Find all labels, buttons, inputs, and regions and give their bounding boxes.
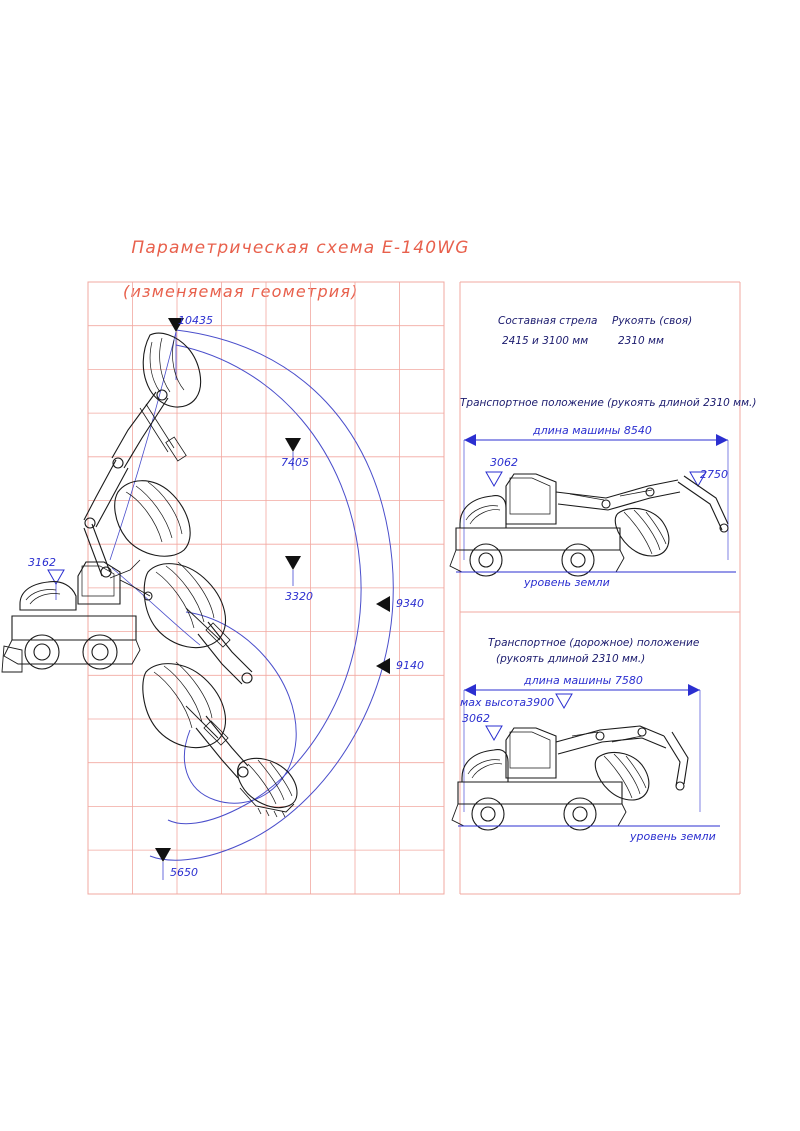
spec-boom-value: 2415 и 3100 мм: [502, 335, 589, 347]
road-height-front: 3062: [462, 712, 490, 725]
label-3162: 3162: [28, 556, 56, 569]
label-9340: 9340: [396, 597, 424, 610]
spec-block: [498, 315, 692, 347]
spec-arm-value: 2310 мм: [618, 335, 664, 347]
dimension-markers: [48, 318, 390, 880]
label-7405: 7405: [281, 456, 309, 469]
road-ground-label: уровень земли: [630, 830, 716, 843]
dimension-labels: [28, 314, 424, 879]
excavator-pose-lower: [143, 662, 297, 817]
page-title-line2: (изменяемая геометрия): [123, 282, 359, 301]
transport-ground-label: уровень земли: [524, 576, 610, 589]
working-envelope: [110, 330, 393, 860]
label-9140: 9140: [396, 659, 424, 672]
transport-height-rear: 2750: [700, 468, 728, 481]
road-title-line1: Транспортное (дорожное) положение: [488, 637, 700, 649]
height-marker-front-road: [486, 726, 502, 740]
label-3320: 3320: [285, 590, 313, 603]
label-5650: 5650: [170, 866, 198, 879]
road-view: [452, 637, 720, 843]
transport-view: [450, 397, 756, 589]
transport-title: Транспортное положение (рукоять длиной 2310 мм.): [460, 397, 757, 409]
grid-background: [88, 282, 444, 894]
spec-boom-label: Составная стрела: [498, 315, 598, 327]
excavator-pose-middle: [120, 562, 252, 684]
transport-length-label: длина машины 8540: [533, 424, 652, 437]
road-max-height: мах высота3900: [460, 696, 555, 709]
height-marker-front: [486, 472, 502, 486]
spec-arm-label: Рукоять (своя): [612, 315, 693, 327]
label-10435: 10435: [178, 314, 213, 327]
road-title-line2: (рукоять длиной 2310 мм.): [496, 653, 646, 665]
max-height-marker: [556, 694, 572, 708]
road-length-label: длина машины 7580: [524, 674, 643, 687]
excavator-body-left: [2, 560, 140, 672]
transport-height-front: 3062: [490, 456, 518, 469]
page-title-line1: Параметрическая схема E-140WG: [131, 238, 470, 258]
